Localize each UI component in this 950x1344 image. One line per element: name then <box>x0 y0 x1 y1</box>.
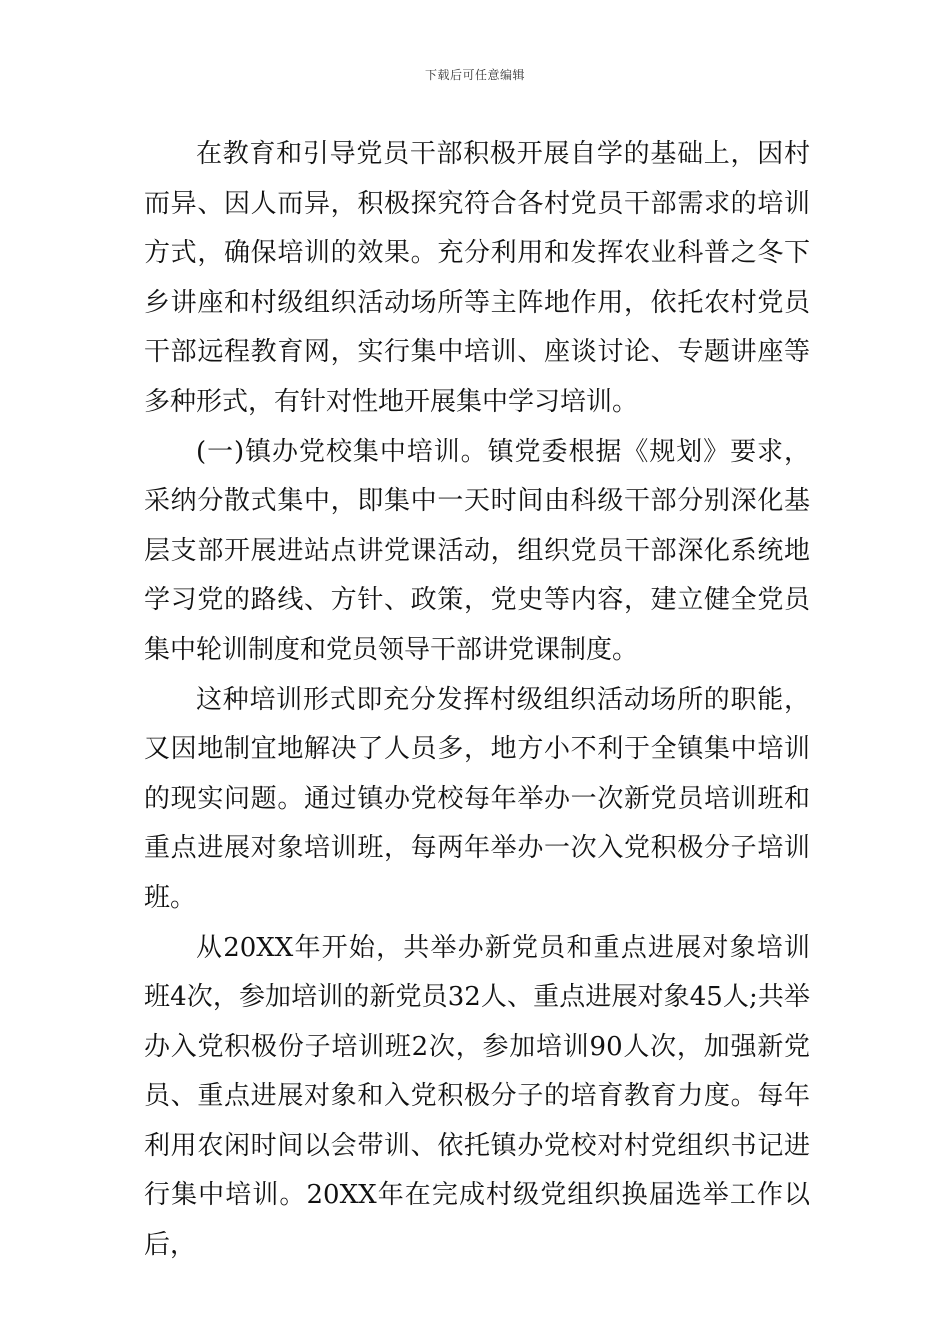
paragraph-1: 在教育和引导党员干部积极开展自学的基础上，因村而异、因人而异，积极探究符合各村党员干部需求的培训方式，确保培训的效果。充分利用和发挥农业科普之冬下乡讲座和村级组织活动场所等主阵地作用，依托农村党员干部远程教育网，实行集中培训、座谈讨论、专题讲座等多种形式，有针对性地开展集中学习培训。 <box>144 139 810 417</box>
header-note: 下载后可任意编辑 <box>424 68 525 82</box>
paragraph-2: (一)镇办党校集中培训。镇党委根据《规划》要求，采纳分散式集中，即集中一天时间由科级干部分别深化基层支部开展进站点讲党课活动，组织党员干部深化系统地学习党的路线、方针、政策，党史等内容，建立健全党员集中轮训制度和党员领导干部讲党课制度。 <box>144 436 810 665</box>
paragraph-4: 从20XX年开始，共举办新党员和重点进展对象培训班4次，参加培训的新党员32人、重点进展对象45人;共举办入党积极份子培训班2次，参加培训90人次，加强新党员、重点进展对象和入党积极分子的培育教育力度。每年利用农闲时间以会带训、依托镇办党校对村党组织书记进行集中培训。20XX年在完成村级党组织换届选举工作以后， <box>144 932 810 1261</box>
paragraph-3: 这种培训形式即充分发挥村级组织活动场所的职能，又因地制宜地解决了人员多，地方小不利于全镇集中培训的现实问题。通过镇办党校每年举办一次新党员培训班和重点进展对象培训班，每两年举办一次入党积极分子培训班。 <box>144 684 810 913</box>
document-body <box>144 130 810 1271</box>
